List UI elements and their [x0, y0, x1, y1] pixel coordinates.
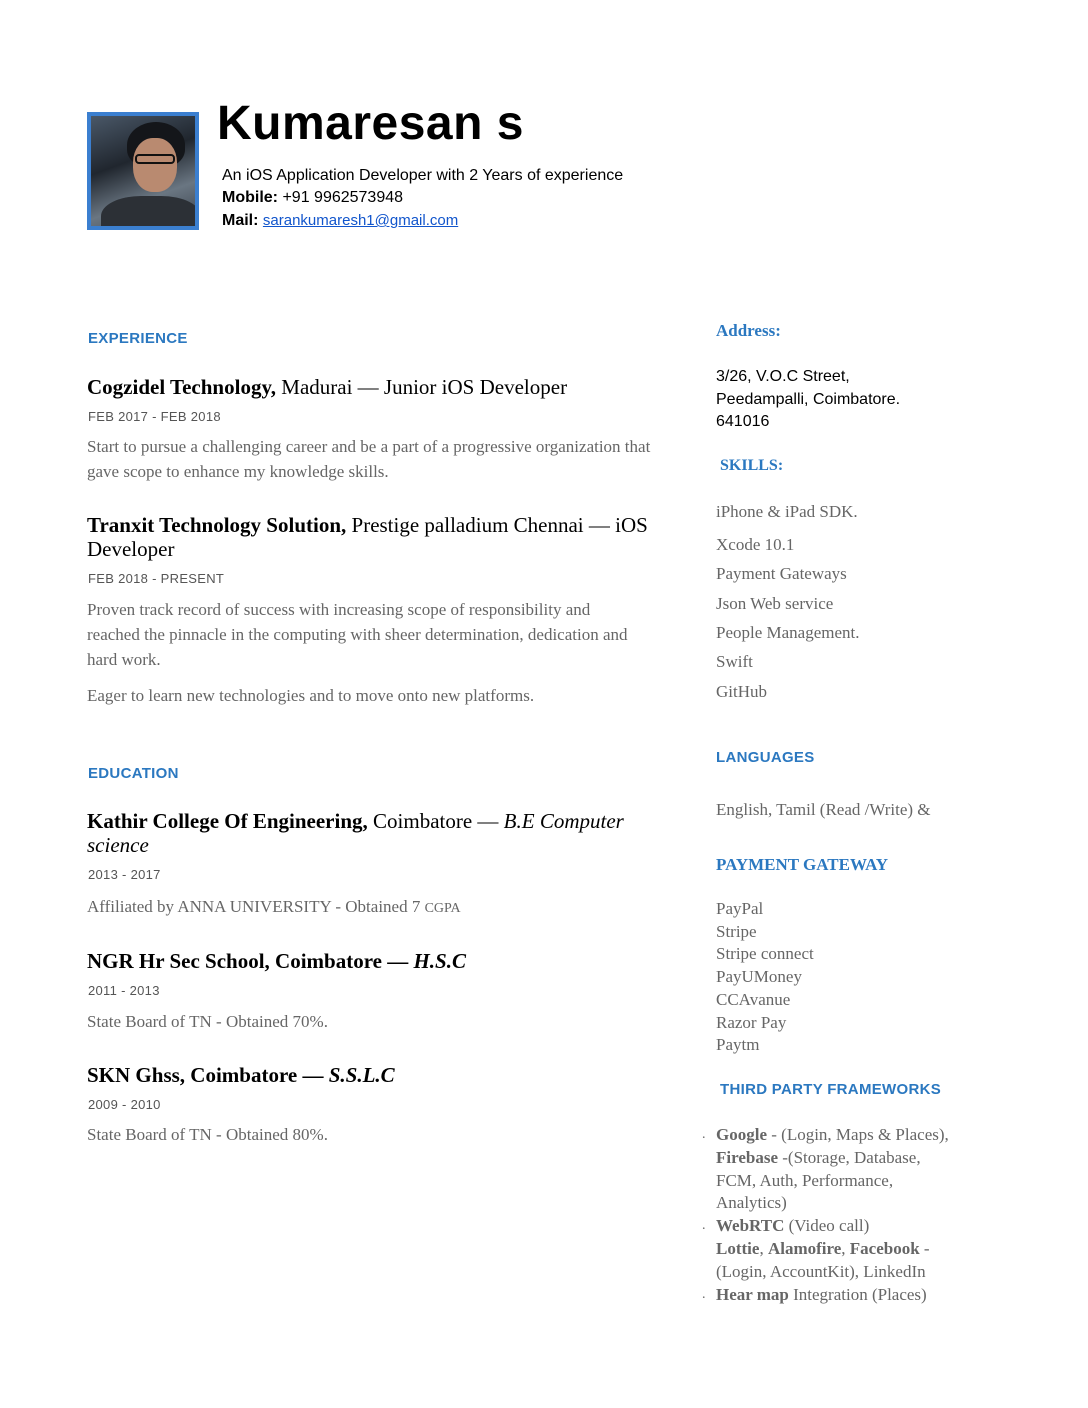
languages-text: English, Tamil (Read /Write) & [716, 800, 931, 819]
edu-degree-3: S.S.L.C [328, 1063, 395, 1087]
edu-desc-3: State Board of TN - Obtained 80%. [87, 1125, 328, 1144]
gateway-item: Razor Pay [716, 1012, 787, 1032]
framework-firebase: Firebase [716, 1147, 779, 1167]
framework-firebase-detail: -(Storage, Database, [778, 1147, 921, 1167]
address-block [716, 366, 900, 434]
skills-heading: SKILLS: [720, 457, 784, 474]
framework-line [702, 1124, 1016, 1147]
address-line-3: 641016 [716, 413, 770, 430]
framework-line: Analytics) [716, 1193, 787, 1213]
bullet: . [702, 1286, 706, 1302]
experience-heading: EXPERIENCE [88, 330, 188, 347]
mail-link[interactable]: sarankumaresh1@gmail.com [262, 212, 459, 229]
framework-alamofire: Alamofire [767, 1238, 842, 1258]
job-role-1: Madurai — Junior iOS Developer [276, 375, 568, 399]
framework-hearmap-detail: Integration (Places) [788, 1284, 927, 1304]
profile-photo [87, 112, 199, 230]
skill-item: People Management. [716, 623, 860, 642]
skill-item: GitHub [716, 682, 767, 701]
edu-loc-1: Coimbatore — [367, 809, 504, 833]
job-title-1 [87, 375, 667, 399]
framework-webrtc: WebRTC [716, 1216, 785, 1236]
edu-dates-3: 2009 - 2010 [88, 1097, 161, 1112]
skill-item: iPhone & iPad SDK. [716, 502, 858, 521]
education-heading: EDUCATION [88, 765, 179, 782]
mail-line [222, 212, 458, 230]
payment-gateway-list [716, 898, 814, 1057]
framework-line [716, 1147, 1016, 1170]
job-company-2: Tranxit Technology Solution, [87, 513, 347, 537]
separator: , [759, 1238, 768, 1258]
separator: , [841, 1238, 850, 1258]
framework-webrtc-detail: (Video call) [784, 1216, 870, 1236]
payment-gateway-heading: PAYMENT GATEWAY [716, 855, 889, 874]
framework-line [702, 1284, 1016, 1307]
skill-item: Xcode 10.1 [716, 535, 795, 554]
edu-title-1 [87, 809, 667, 857]
tagline: An iOS Application Developer with 2 Years of experience [222, 167, 624, 184]
job-company-1: Cogzidel Technology, [87, 375, 277, 399]
skill-item: Swift [716, 652, 753, 671]
frameworks-heading: THIRD PARTY FRAMEWORKS [720, 1081, 942, 1098]
gateway-item: PayPal [716, 899, 764, 918]
framework-hearmap: Hear map [716, 1284, 789, 1304]
framework-facebook-detail: - [919, 1238, 930, 1258]
framework-google: Google [716, 1125, 767, 1144]
mobile-label: Mobile: [222, 189, 278, 206]
framework-google-detail: - (Login, Maps & Places), [767, 1125, 949, 1144]
gateway-item: Stripe [716, 921, 757, 941]
mail-label: Mail: [222, 212, 259, 229]
mobile-line [222, 189, 403, 207]
job-dates-1: FEB 2017 - FEB 2018 [88, 409, 221, 424]
edu-desc-1 [87, 894, 667, 921]
job-desc-2: Proven track record of success with increasing scope of responsibility and reached the pinnacle in the computing with sheer determination, dedication and hard work. [87, 600, 628, 669]
edu-school-1: Kathir College Of Engineering, [87, 809, 368, 833]
job-title-2 [87, 513, 667, 561]
address-heading: Address: [716, 321, 781, 340]
framework-line [716, 1238, 1016, 1261]
edu-desc-2: State Board of TN - Obtained 70%. [87, 1012, 328, 1031]
framework-line: FCM, Auth, Performance, [716, 1170, 894, 1190]
gateway-item: PayUMoney [716, 967, 802, 987]
candidate-name: Kumaresan s [217, 97, 524, 150]
edu-school-3: SKN Ghss, Coimbatore — [87, 1063, 329, 1087]
edu-dates-1: 2013 - 2017 [88, 867, 161, 882]
address-line-1: 3/26, V.O.C Street, [716, 368, 850, 385]
edu-degree-2: H.S.C [413, 949, 466, 973]
edu-school-2: NGR Hr Sec School, Coimbatore — [87, 949, 414, 973]
edu-desc-1-main: Affiliated by ANNA UNIVERSITY - Obtained 7 [87, 897, 425, 916]
job-desc-1: Start to pursue a challenging career and be a part of a progressive organization that gave scope to enhance my knowledge skills. [87, 437, 651, 481]
edu-title-3 [87, 1063, 667, 1087]
framework-line: (Login, AccountKit), LinkedIn [716, 1261, 926, 1281]
framework-line [702, 1215, 1016, 1238]
edu-dates-2: 2011 - 2013 [88, 983, 160, 998]
gateway-item: CCAvanue [716, 989, 791, 1009]
skill-item: Json Web service [716, 594, 834, 613]
frameworks-list [702, 1124, 1016, 1306]
gateway-item: Stripe connect [716, 944, 814, 964]
framework-facebook: Facebook [849, 1238, 920, 1258]
languages-heading: LANGUAGES [716, 749, 815, 766]
mobile-value: +91 9962573948 [282, 189, 404, 206]
bullet: . [702, 1218, 706, 1234]
job-desc-2b: Eager to learn new technologies and to move onto new platforms. [87, 686, 535, 705]
gateway-item: Paytm [716, 1035, 760, 1055]
edu-desc-1-small: CGPA [424, 901, 461, 916]
address-line-2: Peedampalli, Coimbatore. [716, 390, 901, 408]
skill-item: Payment Gateways [716, 564, 847, 583]
edu-title-2 [87, 949, 667, 973]
edu-degree-1: B.E Computer science [87, 809, 624, 857]
job-dates-2: FEB 2018 - PRESENT [88, 571, 225, 586]
bullet: . [702, 1127, 706, 1142]
job-role-2: Prestige palladium Chennai — iOS Developer [87, 513, 648, 561]
framework-lottie: Lottie [716, 1238, 760, 1258]
